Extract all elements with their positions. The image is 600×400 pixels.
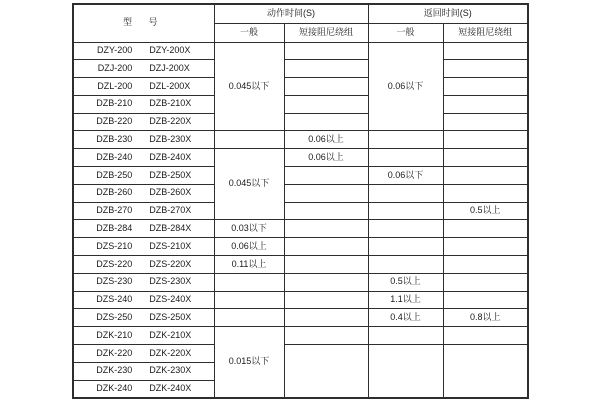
model-label: DZS-230X [149, 276, 192, 287]
model-label: DZK-230X [149, 365, 192, 376]
model-cell [73, 95, 214, 113]
model-label: DZK-210X [149, 329, 192, 340]
action-general-header: 一般 [214, 23, 284, 42]
model-label: DZK-240X [149, 382, 192, 393]
return-general-cell [368, 220, 443, 238]
action-damping-cell [284, 238, 368, 256]
action-damping-cell [284, 273, 368, 291]
model-label: DZB-220X [149, 116, 192, 127]
action-damping-cell [284, 345, 368, 398]
return-general-cell [368, 256, 443, 274]
model-label: DZL-200X [149, 80, 191, 91]
action-general-cell: 0.045以下 [214, 149, 284, 220]
return-general-cell [368, 184, 443, 202]
table-row [73, 184, 528, 202]
return-general-cell [368, 327, 443, 345]
model-label: DZB-230 [96, 133, 133, 144]
table-row [73, 238, 528, 256]
model-cell [73, 238, 214, 256]
action-general-cell [214, 309, 284, 327]
return-damping-cell [443, 131, 528, 149]
action-damping-cell [284, 167, 368, 185]
model-label: DZS-220 [96, 258, 133, 269]
return-damping-cell [443, 256, 528, 274]
model-cell [73, 149, 214, 167]
action-general-cell [214, 131, 284, 149]
action-damping-header: 短接阻尼绕组 [284, 23, 368, 42]
model-label: DZK-230 [96, 365, 133, 376]
return-damping-cell [443, 78, 528, 96]
action-damping-cell: 0.06以上 [284, 131, 368, 149]
action-damping-cell [284, 113, 368, 131]
return-damping-cell [443, 220, 528, 238]
model-cell [73, 291, 214, 309]
model-cell [73, 345, 214, 363]
return-damping-cell [443, 167, 528, 185]
model-label: DZJ-200X [149, 62, 190, 73]
return-general-cell: 0.06以下 [368, 42, 443, 131]
model-label: DZB-240X [149, 151, 192, 162]
model-label: DZB-260 [96, 187, 133, 198]
model-cell [73, 202, 214, 220]
table-row [73, 220, 528, 238]
model-label: DZK-220X [149, 347, 192, 358]
model-column-header: 型 号 [73, 4, 214, 42]
action-damping-cell [284, 60, 368, 78]
model-label: DZK-210 [96, 329, 133, 340]
action-general-cell: 0.11以上 [214, 256, 284, 274]
relay-timing-spec-table [72, 3, 529, 399]
model-cell [73, 113, 214, 131]
action-general-cell: 0.015以下 [214, 327, 284, 398]
action-damping-cell [284, 95, 368, 113]
table-row [73, 345, 528, 363]
table-row [73, 113, 528, 131]
model-label: DZS-250X [149, 311, 192, 322]
model-cell [73, 220, 214, 238]
return-damping-cell: 0.8以上 [443, 309, 528, 327]
return-time-group-header: 返回时间(S) [368, 4, 528, 23]
model-label: DZB-284 [96, 222, 133, 233]
return-damping-cell [443, 238, 528, 256]
model-label: DZJ-200 [97, 62, 133, 73]
model-label: DZB-250X [149, 169, 192, 180]
model-label: DZB-220 [96, 116, 133, 127]
action-damping-cell [284, 309, 368, 327]
table-row [73, 95, 528, 113]
model-cell [73, 60, 214, 78]
model-label: DZB-210 [96, 98, 133, 109]
model-label: DZB-250 [96, 169, 133, 180]
action-general-cell [214, 291, 284, 309]
return-damping-cell [443, 184, 528, 202]
table-row [73, 273, 528, 291]
model-cell [73, 273, 214, 291]
return-damping-cell [443, 345, 528, 398]
table-row [73, 167, 528, 185]
return-general-cell [368, 202, 443, 220]
model-cell [73, 256, 214, 274]
model-label: DZB-270X [149, 205, 192, 216]
table-row [73, 42, 528, 60]
table-row [73, 78, 528, 96]
action-damping-cell [284, 42, 368, 60]
table-row [73, 309, 528, 327]
action-damping-cell: 0.06以上 [284, 149, 368, 167]
action-time-group-header: 动作时间(S) [214, 4, 368, 23]
table-row [73, 327, 528, 345]
return-damping-cell [443, 42, 528, 60]
model-label: DZS-220X [149, 258, 192, 269]
action-damping-cell [284, 78, 368, 96]
model-cell [73, 167, 214, 185]
return-damping-cell [443, 327, 528, 345]
table-row [73, 131, 528, 149]
action-general-cell: 0.045以下 [214, 42, 284, 131]
model-label: DZB-284X [149, 222, 192, 233]
return-damping-cell [443, 273, 528, 291]
model-label: DZS-240 [96, 294, 133, 305]
return-general-cell [368, 149, 443, 167]
table-row [73, 256, 528, 274]
return-damping-cell [443, 95, 528, 113]
model-label: DZB-230X [149, 133, 192, 144]
return-general-cell [368, 345, 443, 398]
model-label: DZS-210 [96, 240, 133, 251]
return-damping-header: 短接阻尼绕组 [443, 23, 528, 42]
model-label: DZB-210X [149, 98, 192, 109]
return-general-cell [368, 131, 443, 149]
action-damping-cell [284, 220, 368, 238]
action-general-cell [214, 273, 284, 291]
model-label: DZK-240 [96, 382, 133, 393]
model-cell [73, 362, 214, 380]
return-general-cell: 1.1以上 [368, 291, 443, 309]
model-cell [73, 309, 214, 327]
model-label: DZK-220 [96, 347, 133, 358]
model-cell [73, 184, 214, 202]
action-damping-cell [284, 291, 368, 309]
action-general-cell: 0.03以下 [214, 220, 284, 238]
action-damping-cell [284, 202, 368, 220]
return-general-header: 一般 [368, 23, 443, 42]
model-cell [73, 78, 214, 96]
return-general-cell: 0.06以下 [368, 167, 443, 185]
model-label: DZB-270 [96, 205, 133, 216]
table-row [73, 202, 528, 220]
model-label: DZL-200 [97, 80, 133, 91]
table-body [73, 42, 528, 398]
return-damping-cell [443, 149, 528, 167]
model-label: DZS-230 [96, 276, 133, 287]
action-damping-cell [284, 256, 368, 274]
return-damping-cell [443, 60, 528, 78]
table-header [73, 4, 528, 42]
action-general-cell: 0.06以上 [214, 238, 284, 256]
model-label: DZY-200X [149, 44, 191, 55]
model-label: DZS-240X [149, 294, 192, 305]
return-damping-cell: 0.5以上 [443, 202, 528, 220]
table-row [73, 149, 528, 167]
action-damping-cell [284, 184, 368, 202]
model-cell [73, 380, 214, 398]
return-general-cell: 0.4以上 [368, 309, 443, 327]
table-row [73, 60, 528, 78]
action-damping-cell [284, 327, 368, 345]
header-row-1 [73, 4, 528, 23]
model-cell [73, 327, 214, 345]
model-cell [73, 42, 214, 60]
table-row [73, 291, 528, 309]
model-label: DZS-210X [149, 240, 192, 251]
model-label: DZB-240 [96, 151, 133, 162]
return-damping-cell [443, 113, 528, 131]
model-label: DZB-260X [149, 187, 192, 198]
return-damping-cell [443, 291, 528, 309]
model-label: DZY-200 [97, 44, 133, 55]
model-cell [73, 131, 214, 149]
return-general-cell: 0.5以上 [368, 273, 443, 291]
return-general-cell [368, 238, 443, 256]
model-label: DZS-250 [96, 311, 133, 322]
